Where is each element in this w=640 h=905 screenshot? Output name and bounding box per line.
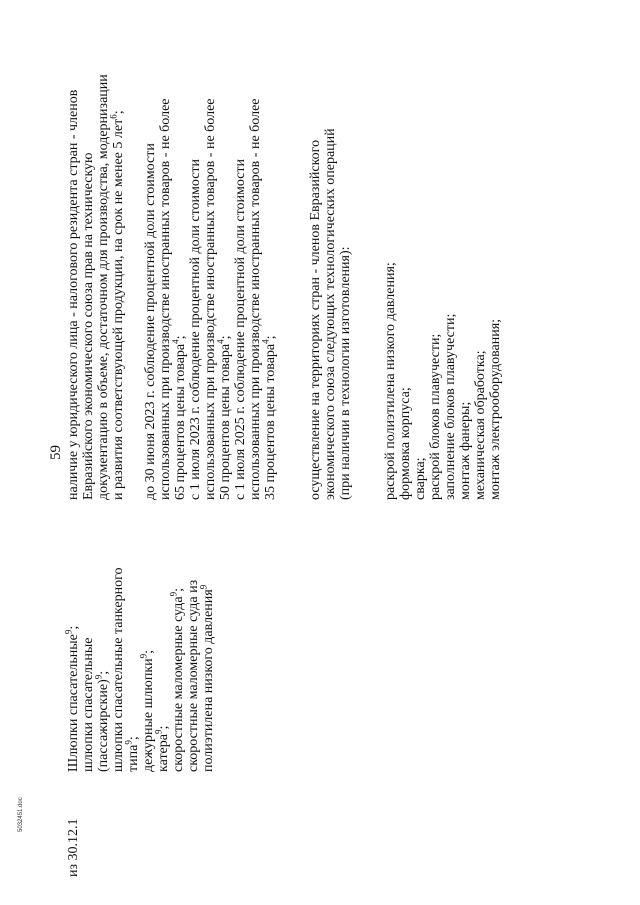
condition-line: с 1 июля 2023 г. соблюдение процентной доли стоимости (188, 158, 203, 500)
operation-item: монтаж фанеры; (458, 401, 473, 500)
operation-item: монтаж электрооборудования; (488, 318, 503, 500)
condition-line: (при наличии в технологии изготовления): (338, 246, 353, 500)
product-line: катера$^9$; (153, 725, 171, 772)
operation-item: раскрой блоков плавучести; (428, 333, 443, 500)
product-line: скоростные маломерные суда$^9$; (168, 588, 186, 772)
resident-requirement (66, 30, 126, 500)
condition-line: документацию в объеме, достаточном для производства, модернизации (96, 74, 111, 500)
operations-intro (308, 30, 353, 500)
condition-line: использованных при производстве иностранных товаров - не более (158, 98, 173, 500)
condition-line: наличие у юридического лица - налогового резидента стран - членов (66, 89, 81, 500)
condition-line: экономического союза следующих технологических операций (323, 128, 338, 500)
operation-item: раскрой полиэтилена низкого давления; (383, 262, 398, 500)
product-line: типа$^9$; (123, 736, 141, 772)
operation-item: сварка; (413, 457, 428, 500)
product-line: (пассажирские)$^9$; (93, 670, 111, 772)
condition-line: использованных при производстве иностранных товаров - не более (248, 98, 263, 500)
product-line: Шлюпки спасательные$^9$; (63, 625, 81, 772)
condition-line: 50 процентов цены товара$^4$; (215, 335, 233, 500)
condition-line: 65 процентов цены товара$^4$; (170, 335, 188, 500)
condition-line: 35 процентов цены товара$^4$; (260, 335, 278, 500)
foreign-share-requirement (143, 30, 278, 500)
document-id: 5032451.doc (18, 797, 24, 832)
operation-item: механическая обработка; (473, 350, 488, 500)
condition-line: до 30 июня 2023 г. соблюдение процентной доли стоимости (143, 143, 158, 500)
conditions-column (66, 30, 503, 500)
operations-list (383, 30, 503, 500)
product-line: дежурные шлюпки$^9$; (138, 649, 156, 772)
spacer (126, 30, 143, 500)
condition-line: с 1 июля 2025 г. соблюдение процентной доли стоимости (233, 158, 248, 500)
spacer (278, 30, 308, 500)
condition-line: осуществление на территориях стран - членов Евразийского (308, 139, 323, 500)
product-line: скоростные маломерные суда из (186, 579, 201, 772)
condition-line: использованных при производстве иностранных товаров - не более (203, 98, 218, 500)
condition-line: и развития соответствующей продукции, на срок не менее 5 лет$^6$; (108, 110, 126, 500)
product-line: шлюпки спасательные танкерного (111, 567, 126, 772)
operation-item: формовка корпуса; (398, 387, 413, 500)
spacer (353, 30, 383, 500)
product-line: полиэтилена низкого давления$^9$ (198, 584, 216, 772)
condition-line: Евразийского экономического союза прав на техническую (81, 152, 96, 500)
page-number: 59 (48, 445, 64, 460)
product-list (63, 512, 216, 772)
product-code: из 30.12.1 (66, 818, 81, 877)
product-line: шлюпки спасательные (81, 637, 96, 772)
operation-item: заполнение блоков плавучести; (443, 313, 458, 500)
